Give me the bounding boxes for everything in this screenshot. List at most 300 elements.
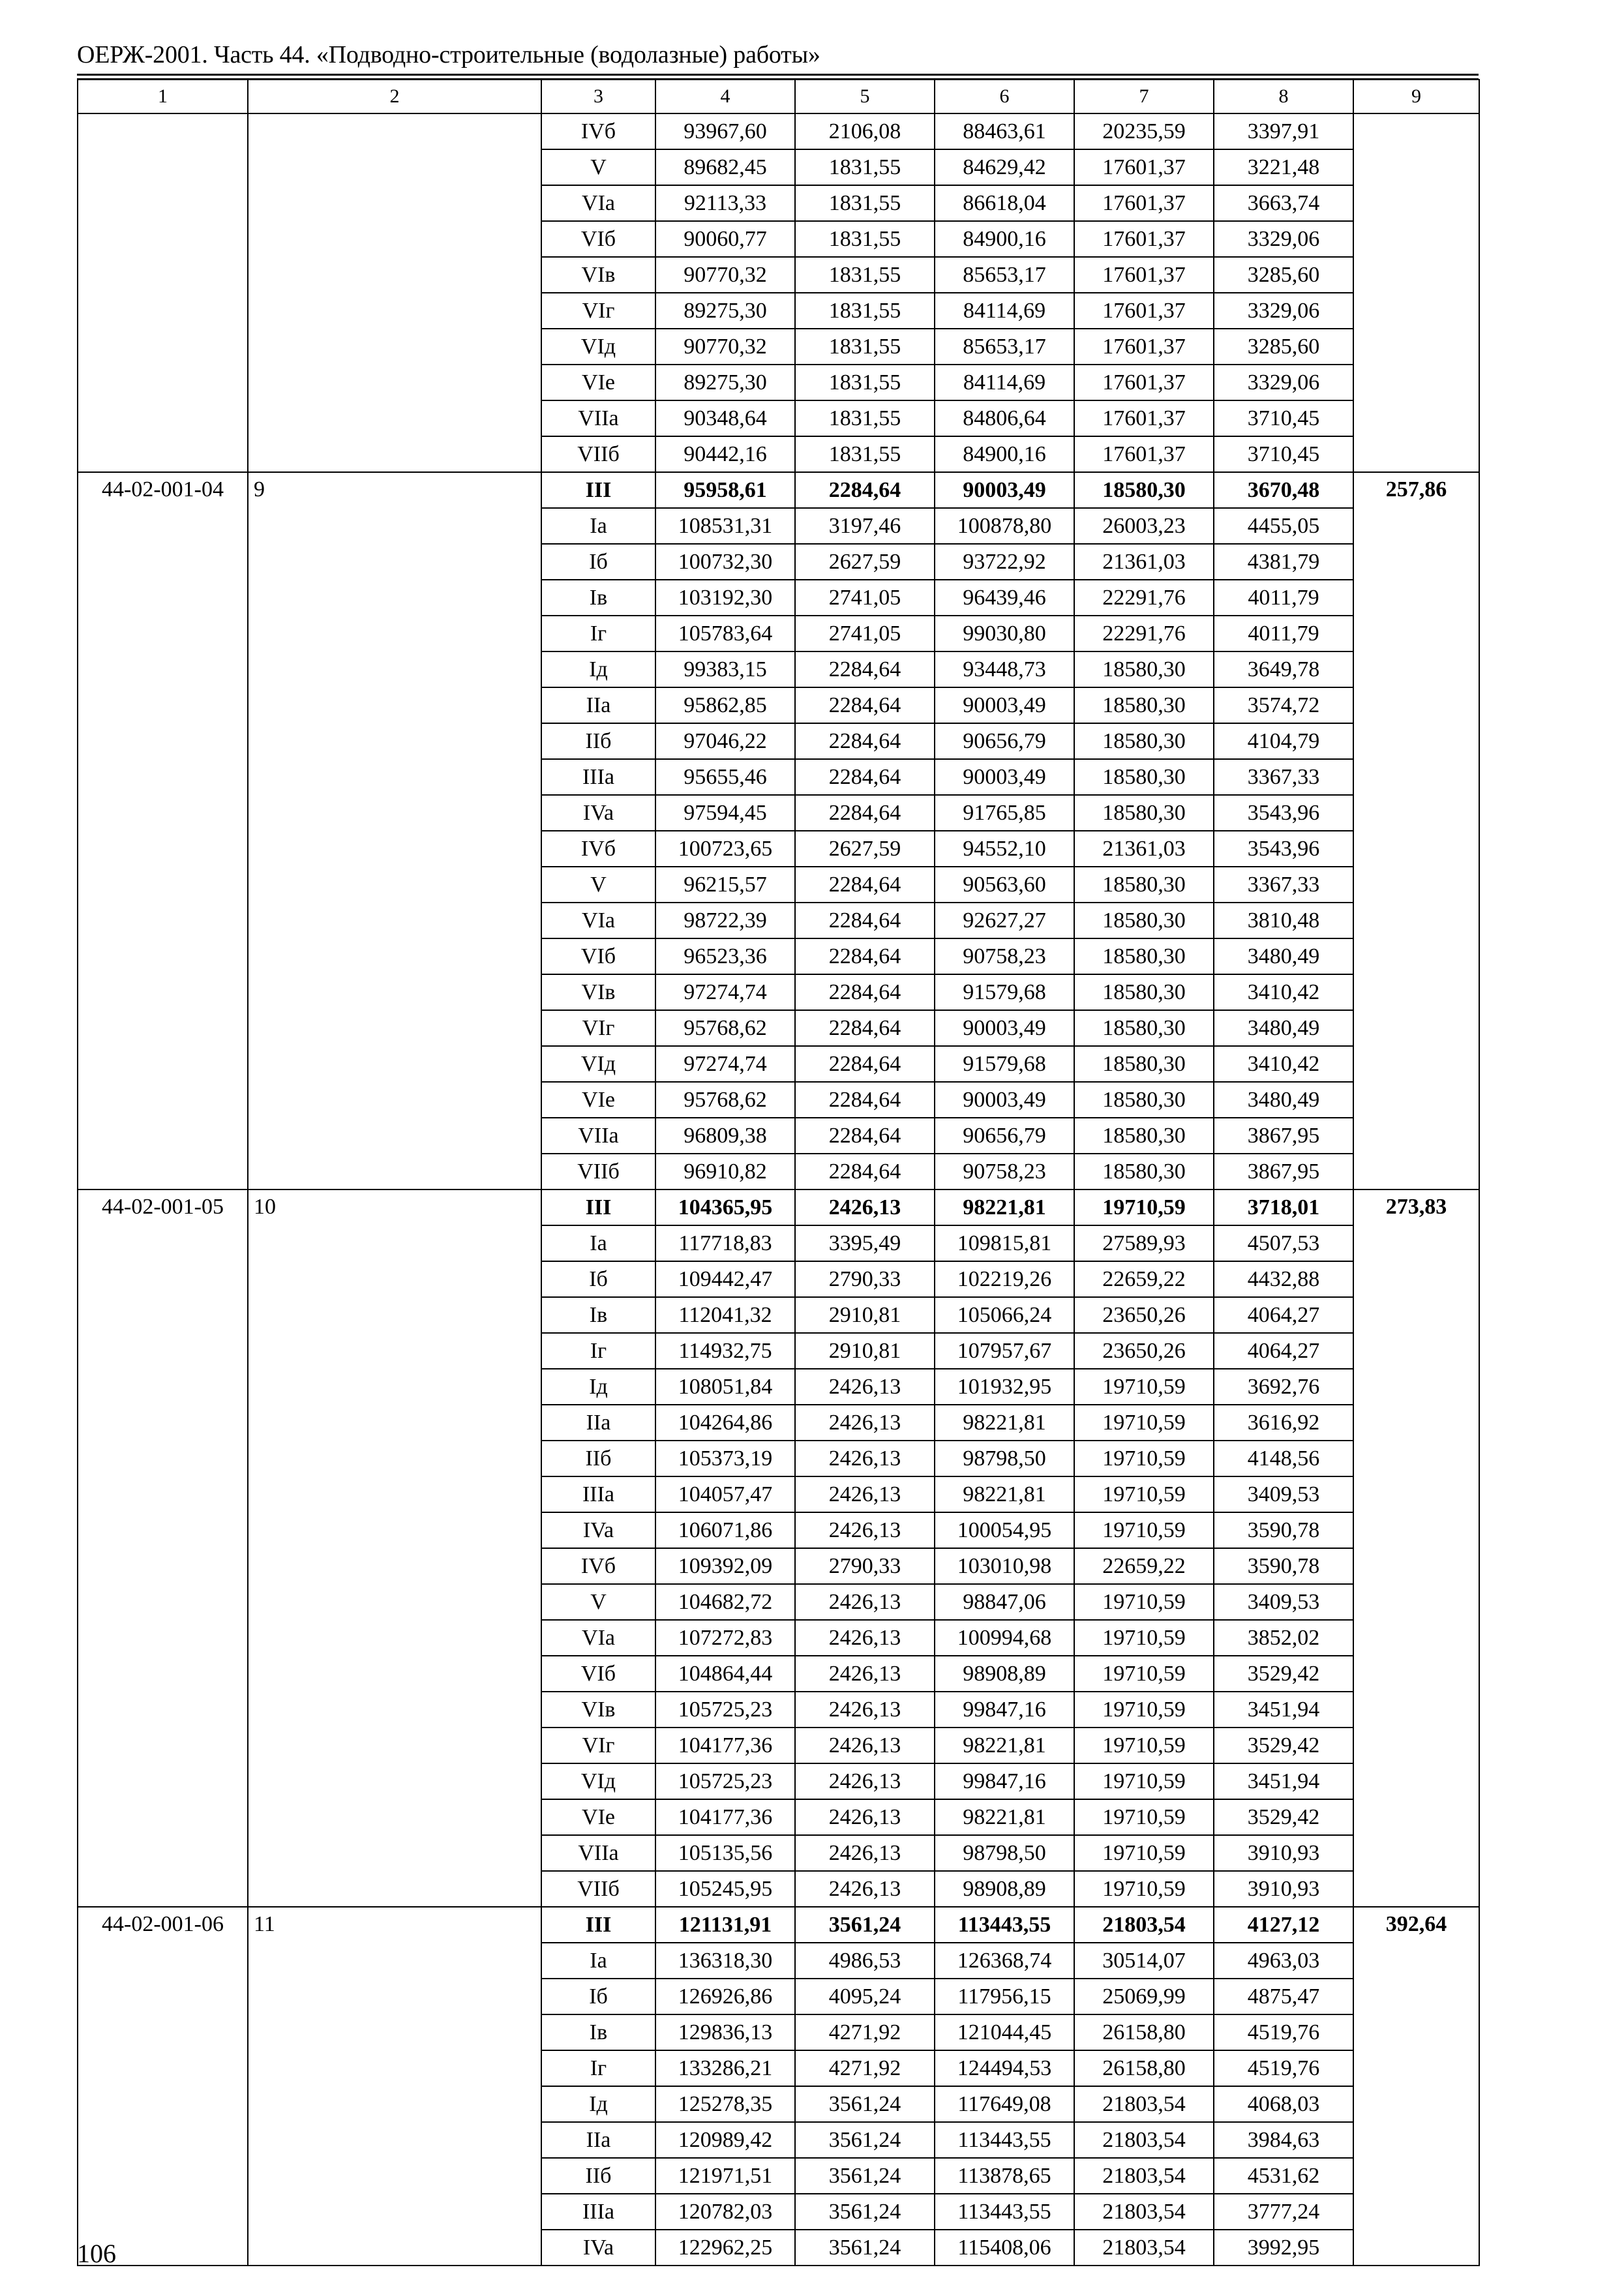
value-cell: 93448,73 (935, 651, 1074, 687)
value-cell: 2284,64 (795, 938, 935, 974)
value-cell: 4455,05 (1214, 508, 1353, 544)
value-cell: 3718,01 (1214, 1189, 1353, 1225)
value-cell: 99030,80 (935, 616, 1074, 651)
value-cell: 3710,45 (1214, 436, 1353, 472)
zone-cell: VIв (541, 257, 655, 293)
value-cell: 1831,55 (795, 293, 935, 329)
value-cell: 18580,30 (1074, 472, 1214, 508)
value-cell: 3329,06 (1214, 221, 1353, 257)
value-cell: 1831,55 (795, 221, 935, 257)
value-cell: 124494,53 (935, 2050, 1074, 2086)
value-cell: 3574,72 (1214, 687, 1353, 723)
value-cell: 85653,17 (935, 329, 1074, 365)
zone-cell: VIIб (541, 1154, 655, 1189)
value-cell: 23650,26 (1074, 1297, 1214, 1333)
value-cell: 3561,24 (795, 2194, 935, 2230)
value-cell: 92627,27 (935, 903, 1074, 938)
value-cell: 114932,75 (655, 1333, 795, 1369)
value-cell: 100732,30 (655, 544, 795, 580)
value-cell: 2284,64 (795, 1046, 935, 1082)
value-cell: 97046,22 (655, 723, 795, 759)
value-cell: 3543,96 (1214, 795, 1353, 831)
value-cell: 19710,59 (1074, 1835, 1214, 1871)
value-cell: 19710,59 (1074, 1476, 1214, 1512)
value-cell: 2284,64 (795, 472, 935, 508)
value-cell: 22291,76 (1074, 616, 1214, 651)
value-cell: 18580,30 (1074, 723, 1214, 759)
value-cell: 96523,36 (655, 938, 795, 974)
value-cell: 3409,53 (1214, 1476, 1353, 1512)
value-cell: 86618,04 (935, 185, 1074, 221)
value-cell: 3410,42 (1214, 974, 1353, 1010)
value-cell: 121131,91 (655, 1907, 795, 1943)
value-cell: 103010,98 (935, 1548, 1074, 1584)
value-cell: 90563,60 (935, 867, 1074, 903)
value-cell: 107272,83 (655, 1620, 795, 1656)
value-cell: 90770,32 (655, 329, 795, 365)
value-cell: 4519,76 (1214, 2050, 1353, 2086)
value-cell: 3367,33 (1214, 759, 1353, 795)
group-code: 44-02-001-04 (78, 472, 248, 1189)
value-cell: 3451,94 (1214, 1692, 1353, 1728)
value-cell: 19710,59 (1074, 1441, 1214, 1476)
zone-cell: Iв (541, 2014, 655, 2050)
value-cell: 113443,55 (935, 2194, 1074, 2230)
column-number: 7 (1074, 80, 1214, 113)
value-cell: 3561,24 (795, 2158, 935, 2194)
value-cell: 91765,85 (935, 795, 1074, 831)
value-cell: 18580,30 (1074, 759, 1214, 795)
value-cell: 113443,55 (935, 2122, 1074, 2158)
value-cell: 18580,30 (1074, 687, 1214, 723)
value-cell: 3649,78 (1214, 651, 1353, 687)
zone-cell: Ia (541, 1225, 655, 1261)
value-cell: 17601,37 (1074, 400, 1214, 436)
value-cell: 18580,30 (1074, 1010, 1214, 1046)
value-cell: 3285,60 (1214, 329, 1353, 365)
zone-cell: Ia (541, 1943, 655, 1979)
zone-cell: VIг (541, 1728, 655, 1763)
zone-cell: IIIa (541, 1476, 655, 1512)
value-cell: 102219,26 (935, 1261, 1074, 1297)
value-cell: 98722,39 (655, 903, 795, 938)
value-cell: 17601,37 (1074, 436, 1214, 472)
value-cell: 105725,23 (655, 1692, 795, 1728)
value-cell: 3367,33 (1214, 867, 1353, 903)
value-cell: 18580,30 (1074, 903, 1214, 938)
zone-cell: IIб (541, 2158, 655, 2194)
zone-cell: VIIб (541, 1871, 655, 1907)
value-cell: 106071,86 (655, 1512, 795, 1548)
value-cell: 20235,59 (1074, 113, 1214, 149)
zone-cell: VIд (541, 1763, 655, 1799)
group-number: 11 (248, 1907, 541, 2266)
value-cell: 17601,37 (1074, 365, 1214, 400)
column-number: 4 (655, 80, 795, 113)
value-cell: 2741,05 (795, 616, 935, 651)
value-cell: 104264,86 (655, 1405, 795, 1441)
column-number: 9 (1353, 80, 1479, 113)
value-cell: 95768,62 (655, 1010, 795, 1046)
zone-cell: III (541, 1189, 655, 1225)
value-cell: 17601,37 (1074, 329, 1214, 365)
zone-cell: IIIa (541, 2194, 655, 2230)
value-cell: 121971,51 (655, 2158, 795, 2194)
value-cell: 2426,13 (795, 1763, 935, 1799)
value-cell: 95862,85 (655, 687, 795, 723)
column-number: 8 (1214, 80, 1353, 113)
value-cell: 3561,24 (795, 2122, 935, 2158)
value-cell: 2426,13 (795, 1799, 935, 1835)
zone-cell: VIд (541, 329, 655, 365)
value-cell: 3663,74 (1214, 185, 1353, 221)
value-cell: 3867,95 (1214, 1154, 1353, 1189)
value-cell: 98221,81 (935, 1728, 1074, 1763)
value-cell: 3590,78 (1214, 1548, 1353, 1584)
zone-cell: VIe (541, 365, 655, 400)
zone-cell: VIв (541, 1692, 655, 1728)
value-cell: 98798,50 (935, 1835, 1074, 1871)
value-cell: 21803,54 (1074, 1907, 1214, 1943)
zone-cell: Iб (541, 544, 655, 580)
value-cell: 93967,60 (655, 113, 795, 149)
value-cell: 2426,13 (795, 1476, 935, 1512)
zone-cell: VIг (541, 293, 655, 329)
value-cell: 88463,61 (935, 113, 1074, 149)
value-cell: 3590,78 (1214, 1512, 1353, 1548)
value-cell: 19710,59 (1074, 1189, 1214, 1225)
value-cell: 3329,06 (1214, 365, 1353, 400)
document-header: ОЕРЖ-2001. Часть 44. «Подводно-строительные (водолазные) работы» (77, 41, 820, 68)
value-cell: 18580,30 (1074, 1082, 1214, 1118)
value-cell: 3451,94 (1214, 1763, 1353, 1799)
table-row (78, 1189, 1479, 1225)
value-cell: 4531,62 (1214, 2158, 1353, 2194)
value-cell: 90758,23 (935, 1154, 1074, 1189)
value-cell: 100994,68 (935, 1620, 1074, 1656)
value-cell: 21803,54 (1074, 2086, 1214, 2122)
zone-cell: IIIa (541, 759, 655, 795)
value-cell: 108051,84 (655, 1369, 795, 1405)
value-cell: 103192,30 (655, 580, 795, 616)
value-cell: 3543,96 (1214, 831, 1353, 867)
value-cell: 109815,81 (935, 1225, 1074, 1261)
value-cell: 3561,24 (795, 1907, 935, 1943)
group-col9 (1353, 113, 1479, 472)
zone-cell: Iд (541, 651, 655, 687)
value-cell: 2284,64 (795, 1010, 935, 1046)
zone-cell: VIб (541, 938, 655, 974)
value-cell: 19710,59 (1074, 1656, 1214, 1692)
value-cell: 95768,62 (655, 1082, 795, 1118)
value-cell: 98221,81 (935, 1405, 1074, 1441)
value-cell: 84114,69 (935, 293, 1074, 329)
value-cell: 3529,42 (1214, 1728, 1353, 1763)
value-cell: 17601,37 (1074, 149, 1214, 185)
value-cell: 21361,03 (1074, 831, 1214, 867)
value-cell: 3561,24 (795, 2230, 935, 2266)
zone-cell: VIe (541, 1082, 655, 1118)
value-cell: 3616,92 (1214, 1405, 1353, 1441)
value-cell: 3397,91 (1214, 113, 1353, 149)
value-cell: 100878,80 (935, 508, 1074, 544)
value-cell: 99847,16 (935, 1763, 1074, 1799)
value-cell: 136318,30 (655, 1943, 795, 1979)
value-cell: 2426,13 (795, 1728, 935, 1763)
zone-cell: V (541, 1584, 655, 1620)
zone-cell: VIв (541, 974, 655, 1010)
value-cell: 2426,13 (795, 1512, 935, 1548)
value-cell: 18580,30 (1074, 938, 1214, 974)
value-cell: 3410,42 (1214, 1046, 1353, 1082)
value-cell: 3221,48 (1214, 149, 1353, 185)
value-cell: 4381,79 (1214, 544, 1353, 580)
group-col9: 273,83 (1353, 1189, 1479, 1907)
value-cell: 2426,13 (795, 1584, 935, 1620)
value-cell: 1831,55 (795, 257, 935, 293)
value-cell: 104365,95 (655, 1189, 795, 1225)
value-cell: 26003,23 (1074, 508, 1214, 544)
value-cell: 99383,15 (655, 651, 795, 687)
value-cell: 22659,22 (1074, 1548, 1214, 1584)
zone-cell: VIг (541, 1010, 655, 1046)
value-cell: 113443,55 (935, 1907, 1074, 1943)
value-cell: 2284,64 (795, 1154, 935, 1189)
value-cell: 3992,95 (1214, 2230, 1353, 2266)
value-cell: 23650,26 (1074, 1333, 1214, 1369)
value-cell: 100054,95 (935, 1512, 1074, 1548)
value-cell: 18580,30 (1074, 974, 1214, 1010)
value-cell: 3670,48 (1214, 472, 1353, 508)
zone-cell: III (541, 472, 655, 508)
value-cell: 3852,02 (1214, 1620, 1353, 1656)
value-cell: 117649,08 (935, 2086, 1074, 2122)
value-cell: 89275,30 (655, 365, 795, 400)
value-cell: 97594,45 (655, 795, 795, 831)
value-cell: 2426,13 (795, 1369, 935, 1405)
value-cell: 3197,46 (795, 508, 935, 544)
value-cell: 3777,24 (1214, 2194, 1353, 2230)
value-cell: 120782,03 (655, 2194, 795, 2230)
value-cell: 4148,56 (1214, 1441, 1353, 1476)
value-cell: 2284,64 (795, 723, 935, 759)
zone-cell: VIa (541, 1620, 655, 1656)
value-cell: 3910,93 (1214, 1871, 1353, 1907)
value-cell: 1831,55 (795, 365, 935, 400)
value-cell: 91579,68 (935, 1046, 1074, 1082)
table-body (78, 80, 1479, 2266)
zone-cell: VIIa (541, 1835, 655, 1871)
value-cell: 17601,37 (1074, 257, 1214, 293)
value-cell: 117956,15 (935, 1979, 1074, 2014)
zone-cell: Ia (541, 508, 655, 544)
value-cell: 109392,09 (655, 1548, 795, 1584)
value-cell: 3529,42 (1214, 1656, 1353, 1692)
group-code (78, 113, 248, 472)
value-cell: 84114,69 (935, 365, 1074, 400)
value-cell: 105245,95 (655, 1871, 795, 1907)
value-cell: 95958,61 (655, 472, 795, 508)
zone-cell: IVб (541, 831, 655, 867)
value-cell: 19710,59 (1074, 1763, 1214, 1799)
value-cell: 3480,49 (1214, 938, 1353, 974)
value-cell: 1831,55 (795, 400, 935, 436)
value-cell: 2284,64 (795, 867, 935, 903)
value-cell: 92113,33 (655, 185, 795, 221)
value-cell: 3810,48 (1214, 903, 1353, 938)
value-cell: 97274,74 (655, 974, 795, 1010)
zone-cell: IIa (541, 2122, 655, 2158)
value-cell: 19710,59 (1074, 1692, 1214, 1728)
value-cell: 89275,30 (655, 293, 795, 329)
zone-cell: VIe (541, 1799, 655, 1835)
value-cell: 4986,53 (795, 1943, 935, 1979)
value-cell: 1831,55 (795, 185, 935, 221)
value-cell: 25069,99 (1074, 1979, 1214, 2014)
value-cell: 19710,59 (1074, 1512, 1214, 1548)
value-cell: 2284,64 (795, 651, 935, 687)
value-cell: 90770,32 (655, 257, 795, 293)
column-number: 1 (78, 80, 248, 113)
value-cell: 22291,76 (1074, 580, 1214, 616)
column-number: 6 (935, 80, 1074, 113)
value-cell: 90003,49 (935, 472, 1074, 508)
column-number: 5 (795, 80, 935, 113)
group-col9: 392,64 (1353, 1907, 1479, 2266)
value-cell: 101932,95 (935, 1369, 1074, 1405)
value-cell: 17601,37 (1074, 221, 1214, 257)
value-cell: 4271,92 (795, 2050, 935, 2086)
value-cell: 90003,49 (935, 1010, 1074, 1046)
value-cell: 3329,06 (1214, 293, 1353, 329)
value-cell: 105373,19 (655, 1441, 795, 1476)
value-cell: 3561,24 (795, 2086, 935, 2122)
value-cell: 21803,54 (1074, 2194, 1214, 2230)
value-cell: 21361,03 (1074, 544, 1214, 580)
zone-cell: Iг (541, 616, 655, 651)
value-cell: 90656,79 (935, 723, 1074, 759)
value-cell: 19710,59 (1074, 1405, 1214, 1441)
value-cell: 17601,37 (1074, 293, 1214, 329)
value-cell: 126368,74 (935, 1943, 1074, 1979)
value-cell: 4519,76 (1214, 2014, 1353, 2050)
value-cell: 2284,64 (795, 903, 935, 938)
value-cell: 117718,83 (655, 1225, 795, 1261)
value-cell: 2790,33 (795, 1261, 935, 1297)
value-cell: 104177,36 (655, 1799, 795, 1835)
zone-cell: IIб (541, 723, 655, 759)
value-cell: 105066,24 (935, 1297, 1074, 1333)
zone-cell: IVб (541, 113, 655, 149)
value-cell: 1831,55 (795, 329, 935, 365)
value-cell: 90442,16 (655, 436, 795, 472)
value-cell: 4011,79 (1214, 580, 1353, 616)
value-cell: 2426,13 (795, 1871, 935, 1907)
value-cell: 121044,45 (935, 2014, 1074, 2050)
value-cell: 90060,77 (655, 221, 795, 257)
value-cell: 18580,30 (1074, 1154, 1214, 1189)
zone-cell: Iв (541, 580, 655, 616)
value-cell: 104057,47 (655, 1476, 795, 1512)
value-cell: 98221,81 (935, 1476, 1074, 1512)
value-cell: 98847,06 (935, 1584, 1074, 1620)
value-cell: 2426,13 (795, 1441, 935, 1476)
zone-cell: Iг (541, 1333, 655, 1369)
zone-cell: VIд (541, 1046, 655, 1082)
group-code: 44-02-001-05 (78, 1189, 248, 1907)
value-cell: 27589,93 (1074, 1225, 1214, 1261)
value-cell: 2426,13 (795, 1405, 935, 1441)
zone-cell: Iд (541, 2086, 655, 2122)
rates-table (77, 79, 1480, 2266)
value-cell: 18580,30 (1074, 1118, 1214, 1154)
header-rule (77, 74, 1479, 79)
value-cell: 3984,63 (1214, 2122, 1353, 2158)
value-cell: 3480,49 (1214, 1010, 1353, 1046)
value-cell: 98221,81 (935, 1799, 1074, 1835)
zone-cell: Iб (541, 1261, 655, 1297)
value-cell: 96910,82 (655, 1154, 795, 1189)
value-cell: 2426,13 (795, 1189, 935, 1225)
value-cell: 90003,49 (935, 1082, 1074, 1118)
value-cell: 4104,79 (1214, 723, 1353, 759)
value-cell: 3395,49 (795, 1225, 935, 1261)
value-cell: 3529,42 (1214, 1799, 1353, 1835)
value-cell: 90003,49 (935, 759, 1074, 795)
value-cell: 2426,13 (795, 1835, 935, 1871)
value-cell: 100723,65 (655, 831, 795, 867)
value-cell: 4271,92 (795, 2014, 935, 2050)
value-cell: 108531,31 (655, 508, 795, 544)
value-cell: 4064,27 (1214, 1333, 1353, 1369)
zone-cell: Iг (541, 2050, 655, 2086)
value-cell: 107957,67 (935, 1333, 1074, 1369)
value-cell: 104864,44 (655, 1656, 795, 1692)
value-cell: 105725,23 (655, 1763, 795, 1799)
zone-cell: VIб (541, 1656, 655, 1692)
value-cell: 98221,81 (935, 1189, 1074, 1225)
value-cell: 91579,68 (935, 974, 1074, 1010)
value-cell: 26158,80 (1074, 2014, 1214, 2050)
value-cell: 4011,79 (1214, 616, 1353, 651)
value-cell: 84806,64 (935, 400, 1074, 436)
zone-cell: VIIa (541, 1118, 655, 1154)
zone-cell: VIIб (541, 436, 655, 472)
value-cell: 3867,95 (1214, 1118, 1353, 1154)
value-cell: 89682,45 (655, 149, 795, 185)
value-cell: 4064,27 (1214, 1297, 1353, 1333)
column-number: 3 (541, 80, 655, 113)
value-cell: 18580,30 (1074, 795, 1214, 831)
value-cell: 22659,22 (1074, 1261, 1214, 1297)
value-cell: 93722,92 (935, 544, 1074, 580)
value-cell: 18580,30 (1074, 651, 1214, 687)
value-cell: 1831,55 (795, 149, 935, 185)
value-cell: 104177,36 (655, 1728, 795, 1763)
value-cell: 85653,17 (935, 257, 1074, 293)
value-cell: 4127,12 (1214, 1907, 1353, 1943)
value-cell: 3910,93 (1214, 1835, 1353, 1871)
value-cell: 84900,16 (935, 436, 1074, 472)
value-cell: 97274,74 (655, 1046, 795, 1082)
zone-cell: V (541, 867, 655, 903)
column-number: 2 (248, 80, 541, 113)
value-cell: 90003,49 (935, 687, 1074, 723)
value-cell: 84629,42 (935, 149, 1074, 185)
zone-cell: VIa (541, 185, 655, 221)
value-cell: 90656,79 (935, 1118, 1074, 1154)
zone-cell: IIб (541, 1441, 655, 1476)
